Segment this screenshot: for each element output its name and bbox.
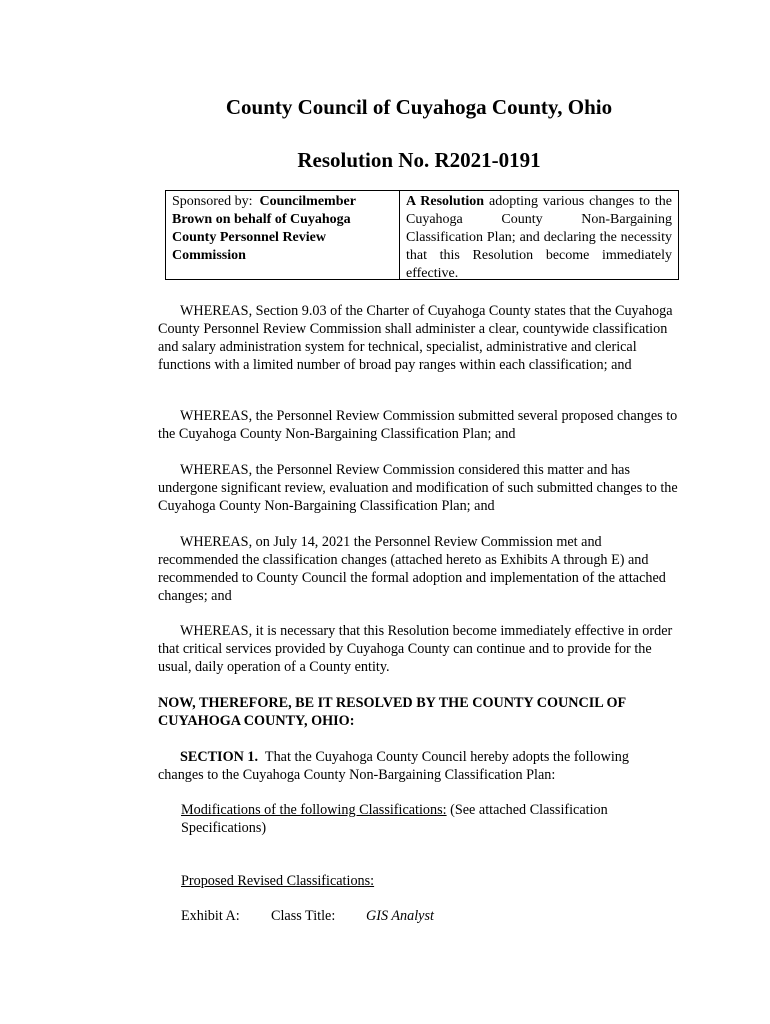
sponsored-by-label: Sponsored by: bbox=[172, 194, 253, 209]
council-title: County Council of Cuyahoga County, Ohio bbox=[225, 95, 613, 119]
whereas-paragraph: WHEREAS, on July 14, 2021 the Personnel Review Commission met and recommended the classification changes (attached hereto as Exhibits A through E) and recommended to County Council the formal adoption and implementation of the attached changes; and bbox=[158, 534, 666, 604]
resolution-lead: A Resolution bbox=[406, 194, 485, 209]
section-1 bbox=[158, 748, 678, 784]
sponsor-resolution-box bbox=[165, 190, 679, 280]
resolution-summary: adopting various changes to the Cuyahoga County Non-Bargaining Classification Plan; and declaring the necessity that this Resolution become immediately effective. bbox=[406, 194, 673, 281]
whereas-paragraph: WHEREAS, the Personnel Review Commission submitted several proposed changes to the Cuyahoga County Non-Bargaining Classification Plan; and bbox=[158, 408, 678, 442]
whereas-paragraph: WHEREAS, it is necessary that this Resolution become immediately effective in order that critical services provided by Cuyahoga County can continue and to provide for the usual, daily operation of a County entity. bbox=[158, 623, 673, 675]
sponsor-name: Councilmember Brown on behalf of Cuyahoga County Personnel Review Commission bbox=[172, 194, 356, 263]
exhibit-row bbox=[181, 907, 681, 925]
class-title-label: Class Title: bbox=[271, 908, 336, 924]
resolution-number: Resolution No. R2021-0191 bbox=[297, 148, 541, 172]
class-title-value: GIS Analyst bbox=[366, 908, 434, 924]
sponsor-cell bbox=[166, 191, 400, 279]
whereas-paragraph: WHEREAS, Section 9.03 of the Charter of Cuyahoga County states that the Cuyahoga County Personnel Review Commission shall administer a clear, countywide classification and salary administration system for technical, specialist, administrative and clerical functions with a limited number of broad pay ranges within each classification; and bbox=[158, 303, 673, 373]
modifications-heading: Modifications of the following Classifications: bbox=[181, 802, 447, 818]
exhibit-label: Exhibit A: bbox=[181, 908, 240, 924]
whereas-paragraph: WHEREAS, the Personnel Review Commission considered this matter and has undergone significant review, evaluation and modification of such submitted changes to the Cuyahoga County Non-Bargaining Classification Plan; and bbox=[158, 462, 678, 514]
proposed-classifications-heading: Proposed Revised Classifications: bbox=[181, 873, 375, 889]
now-therefore-clause: NOW, THEREFORE, BE IT RESOLVED BY THE COUNTY COUNCIL OF CUYAHOGA COUNTY, OHIO: bbox=[158, 695, 626, 729]
modifications-note: (See attached Classification Specifications) bbox=[181, 802, 608, 836]
section-1-label: SECTION 1. bbox=[180, 749, 259, 765]
modifications-block bbox=[181, 801, 681, 837]
resolution-summary-cell bbox=[400, 191, 678, 279]
section-1-text: That the Cuyahoga County Council hereby adopts the following changes to the Cuyahoga County Non-Bargaining Classification Plan: bbox=[158, 749, 629, 783]
